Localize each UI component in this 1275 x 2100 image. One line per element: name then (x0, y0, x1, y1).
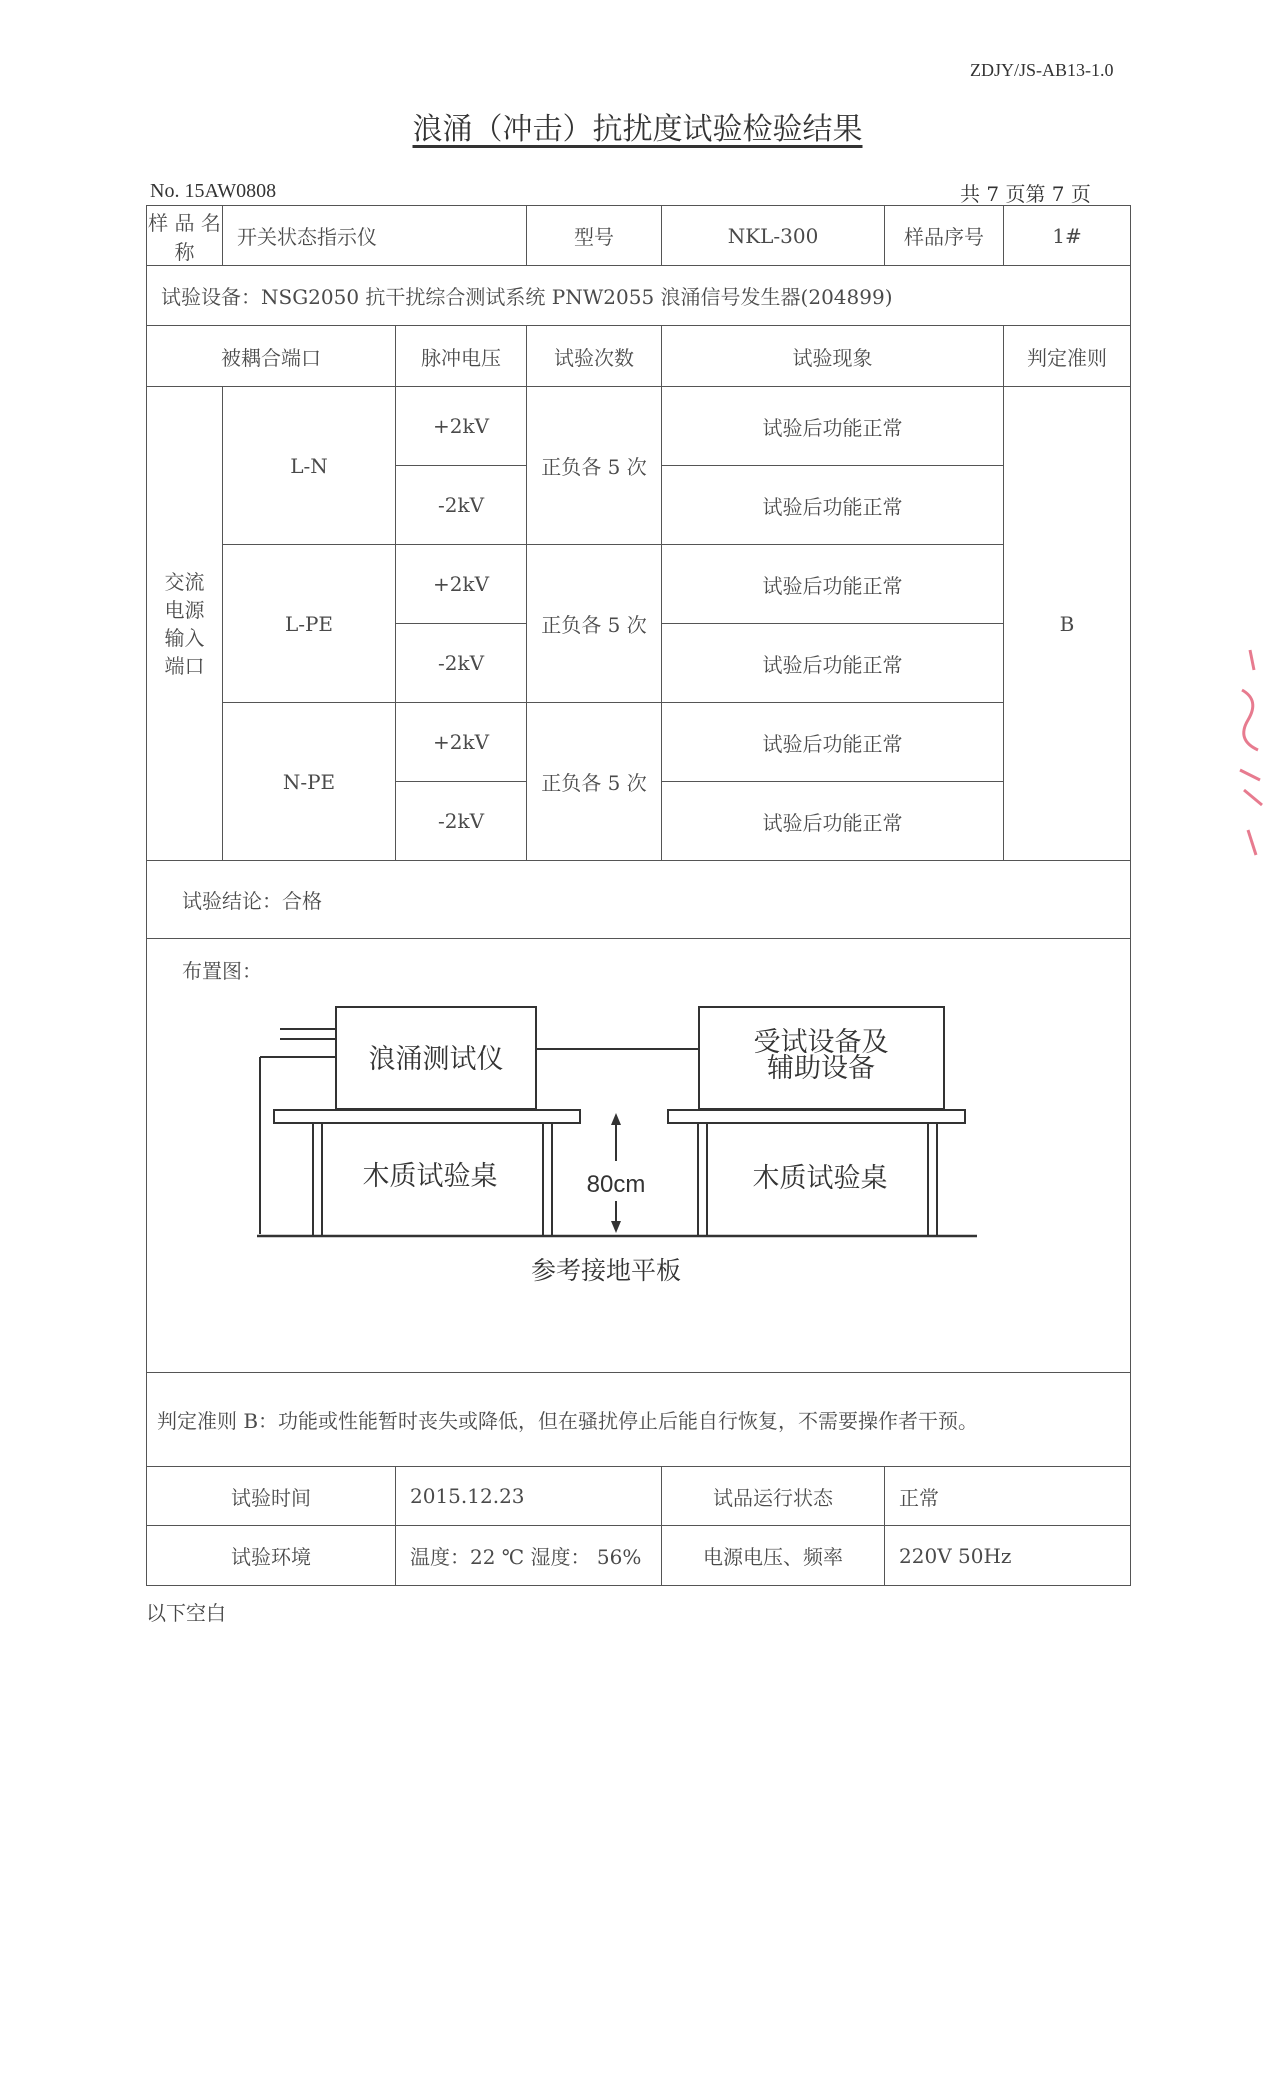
port-label-line: 输入 (164, 625, 205, 650)
conclusion-text: 试验结论：合格 (147, 861, 1131, 939)
result-cell: 试验后功能正常 (662, 782, 1004, 861)
model-value: NKL-300 (662, 206, 885, 266)
count-cell: 正负各 5 次 (527, 545, 662, 703)
voltage-cell: +2kV (396, 387, 527, 466)
port-label-line: 交流 (164, 569, 205, 594)
setup-drawing (147, 939, 1131, 1372)
voltage-cell: -2kV (396, 466, 527, 545)
table-right-top (668, 1110, 965, 1123)
result-table (146, 205, 1131, 1586)
header-criterion: 判定准则 (1004, 326, 1131, 387)
report-number: No. 15AW0808 (150, 180, 277, 202)
seal-fragment-icon (1230, 640, 1270, 880)
page-title: 浪涌（冲击）抗扰度试验检验结果 (412, 112, 863, 147)
equipment-text: 试验设备：NSG2050 抗干扰综合测试系统 PNW2055 浪涌信号发生器(204899) (147, 266, 1131, 326)
coupling-l-pe: L-PE (223, 545, 396, 703)
port-group-label (147, 387, 223, 861)
page-counter: 共 7 页第 7 页 (960, 182, 1091, 206)
height-label: 80cm (586, 1171, 646, 1198)
voltage-cell: -2kV (396, 782, 527, 861)
eut-label-2: 辅助设备 (767, 1053, 875, 1083)
criterion-value: B (1004, 387, 1131, 861)
time-value: 2015.12.23 (396, 1467, 662, 1526)
sample-name-value: 开关状态指示仪 (223, 206, 527, 266)
table-left-top (274, 1110, 580, 1123)
header-voltage: 脉冲电压 (396, 326, 527, 387)
header-count: 试验次数 (527, 326, 662, 387)
sample-name-label: 样 品 名 称 (147, 206, 223, 266)
model-label: 型号 (527, 206, 662, 266)
arrow-down-icon (611, 1221, 621, 1233)
result-cell: 试验后功能正常 (662, 387, 1004, 466)
port-label-line: 端口 (164, 653, 205, 678)
result-cell: 试验后功能正常 (662, 545, 1004, 624)
coupling-n-pe: N-PE (223, 703, 396, 861)
sample-row (147, 206, 1131, 266)
header-port: 被耦合端口 (147, 326, 396, 387)
tester-label: 浪涌测试仪 (368, 1044, 504, 1074)
env-value: 温度：22 ℃ 湿度： 56% (396, 1526, 662, 1586)
power-value: 220V 50Hz (885, 1526, 1131, 1586)
state-value: 正常 (885, 1467, 1131, 1526)
voltage-cell: +2kV (396, 545, 527, 624)
layout-label: 布置图： (182, 959, 262, 983)
end-of-page-text: 以下空白 (146, 1601, 226, 1625)
voltage-cell: -2kV (396, 624, 527, 703)
port-label-line: 电源 (164, 597, 205, 622)
result-cell: 试验后功能正常 (662, 703, 1004, 782)
layout-diagram (147, 939, 1131, 1373)
arrow-up-icon (611, 1113, 621, 1125)
footer-row-2 (147, 1526, 1131, 1586)
count-cell: 正负各 5 次 (527, 703, 662, 861)
coupling-l-n: L-N (223, 387, 396, 545)
result-cell: 试验后功能正常 (662, 466, 1004, 545)
table-right-label: 木质试验桌 (752, 1163, 888, 1193)
eut-label-1: 受试设备及 (753, 1027, 889, 1057)
state-label: 试品运行状态 (662, 1467, 885, 1526)
table-left-label: 木质试验桌 (362, 1161, 498, 1191)
power-label: 电源电压、频率 (662, 1526, 885, 1586)
criterion-note: 判定准则 B：功能或性能暂时丧失或降低，但在骚扰停止后能自行恢复，不需要操作者干预。 (147, 1373, 1131, 1467)
env-label: 试验环境 (147, 1526, 396, 1586)
document-code: ZDJY/JS-AB13-1.0 (970, 60, 1114, 80)
ground-label: 参考接地平板 (530, 1257, 682, 1285)
serial-value: 1# (1004, 206, 1131, 266)
header-phenomenon: 试验现象 (662, 326, 1004, 387)
result-cell: 试验后功能正常 (662, 624, 1004, 703)
serial-label: 样品序号 (885, 206, 1004, 266)
voltage-cell: +2kV (396, 703, 527, 782)
time-label: 试验时间 (147, 1467, 396, 1526)
footer-row-1 (147, 1467, 1131, 1526)
header-row (147, 326, 1131, 387)
count-cell: 正负各 5 次 (527, 387, 662, 545)
